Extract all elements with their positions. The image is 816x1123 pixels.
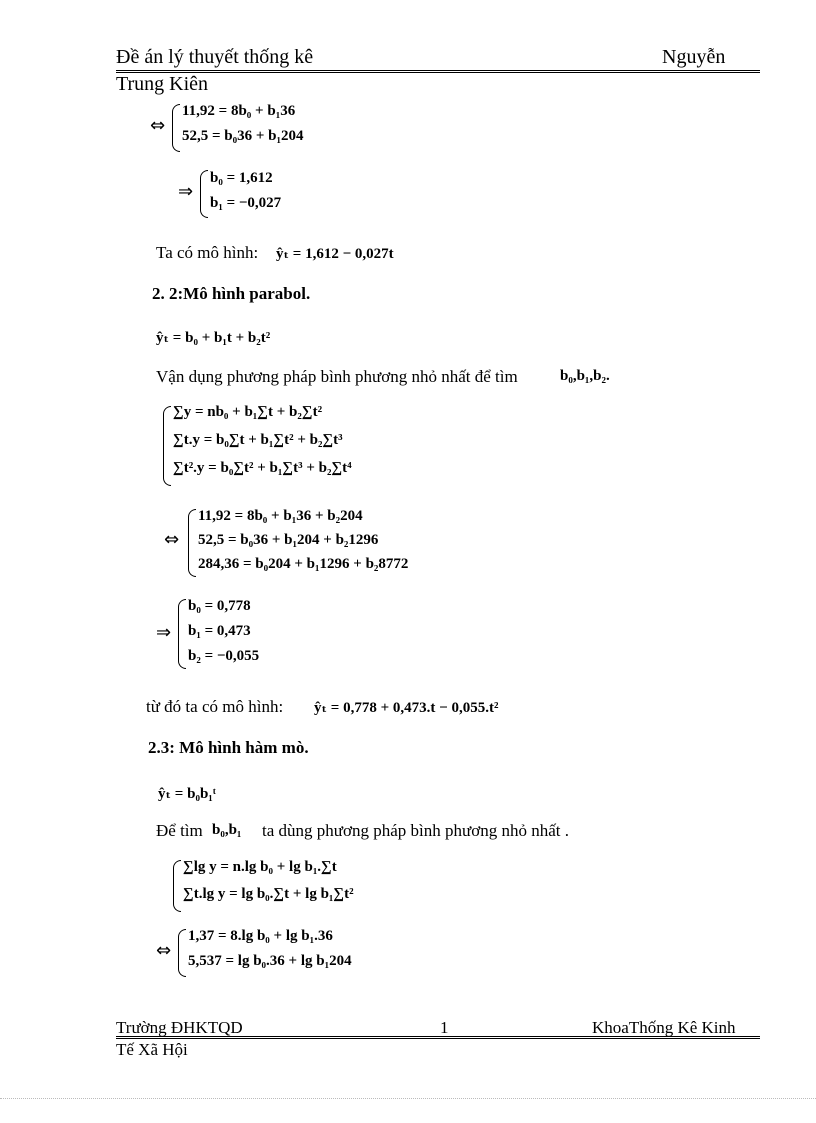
body-text: Để tìm	[156, 821, 203, 840]
header-rule	[116, 70, 760, 73]
equation: ∑y = nb₀ + b₁∑t + b₂∑t²	[173, 404, 323, 420]
system-brace	[200, 170, 208, 218]
footer-faculty-cont: Tế Xã Hội	[116, 1040, 188, 1059]
header-author-cont: Trung Kiên	[116, 73, 209, 95]
equation: 1,37 = 8.lg b₀ + lg b₁.36	[188, 928, 333, 944]
equation: b₁ = 0,473	[188, 623, 251, 639]
equation: b₁ = −0,027	[210, 195, 282, 211]
header-title: Đề án lý thuyết thống kê	[116, 46, 314, 68]
system-brace	[172, 104, 180, 152]
system-brace	[178, 929, 186, 977]
model-text: từ đó ta có mô hình:	[146, 697, 284, 716]
equation: 52,5 = b₀36 + b₁204	[182, 128, 304, 144]
section-heading: 2.3: Mô hình hàm mò.	[148, 738, 309, 757]
equation: b₂ = −0,055	[188, 648, 260, 664]
equiv-symbol: ⇔	[164, 529, 180, 550]
body-text: ta dùng phương pháp bình phương nhỏ nhất .	[262, 821, 569, 840]
equiv-symbol: ⇔	[150, 115, 166, 136]
page-edge	[0, 1098, 816, 1099]
implies-symbol: ⇒	[156, 622, 172, 643]
section-heading: 2. 2:Mô hình parabol.	[152, 284, 311, 303]
equation: 11,92 = 8b₀ + b₁36	[182, 103, 296, 119]
equation: ∑t².y = b₀∑t² + b₁∑t³ + b₂∑t⁴	[173, 460, 352, 476]
page-number: 1	[440, 1018, 449, 1037]
variables: b₀,b₁,b₂.	[560, 368, 610, 384]
header-author: Nguyễn	[662, 46, 726, 68]
equation: ∑t.lg y = lg b₀.∑t + lg b₁∑t²	[183, 886, 354, 902]
system-brace	[178, 599, 186, 669]
model-equation: ŷₜ = 0,778 + 0,473.t − 0,055.t²	[314, 700, 499, 716]
exponential-equation: ŷₜ = b₀b₁ᵗ	[158, 786, 216, 802]
system-brace	[173, 860, 181, 912]
footer-rule	[116, 1036, 760, 1039]
system-brace	[188, 509, 196, 577]
model-equation: ŷₜ = 1,612 − 0,027t	[276, 246, 394, 262]
equation: ∑lg y = n.lg b₀ + lg b₁.∑t	[183, 859, 337, 875]
equation: ∑t.y = b₀∑t + b₁∑t² + b₂∑t³	[173, 432, 343, 448]
model-text: Ta có mô hình:	[156, 243, 259, 262]
equation: 284,36 = b₀204 + b₁1296 + b₂8772	[198, 556, 409, 572]
footer-faculty: KhoaThống Kê Kinh	[592, 1018, 736, 1037]
equation: 5,537 = lg b₀.36 + lg b₁204	[188, 953, 352, 969]
footer-school: Trường ĐHKTQD	[116, 1018, 243, 1037]
equation: 11,92 = 8b₀ + b₁36 + b₂204	[198, 508, 363, 524]
implies-symbol: ⇒	[178, 181, 194, 202]
equation: b₀ = 0,778	[188, 598, 251, 614]
body-text: Vận dụng phương pháp bình phương nhỏ nhất để tìm	[156, 367, 518, 386]
variables: b₀,b₁	[212, 822, 242, 838]
equiv-symbol: ⇔	[156, 940, 172, 961]
equation: b₀ = 1,612	[210, 170, 273, 186]
system-brace	[163, 406, 171, 486]
parabola-equation: ŷₜ = b₀ + b₁t + b₂t²	[156, 330, 271, 346]
equation: 52,5 = b₀36 + b₁204 + b₂1296	[198, 532, 379, 548]
